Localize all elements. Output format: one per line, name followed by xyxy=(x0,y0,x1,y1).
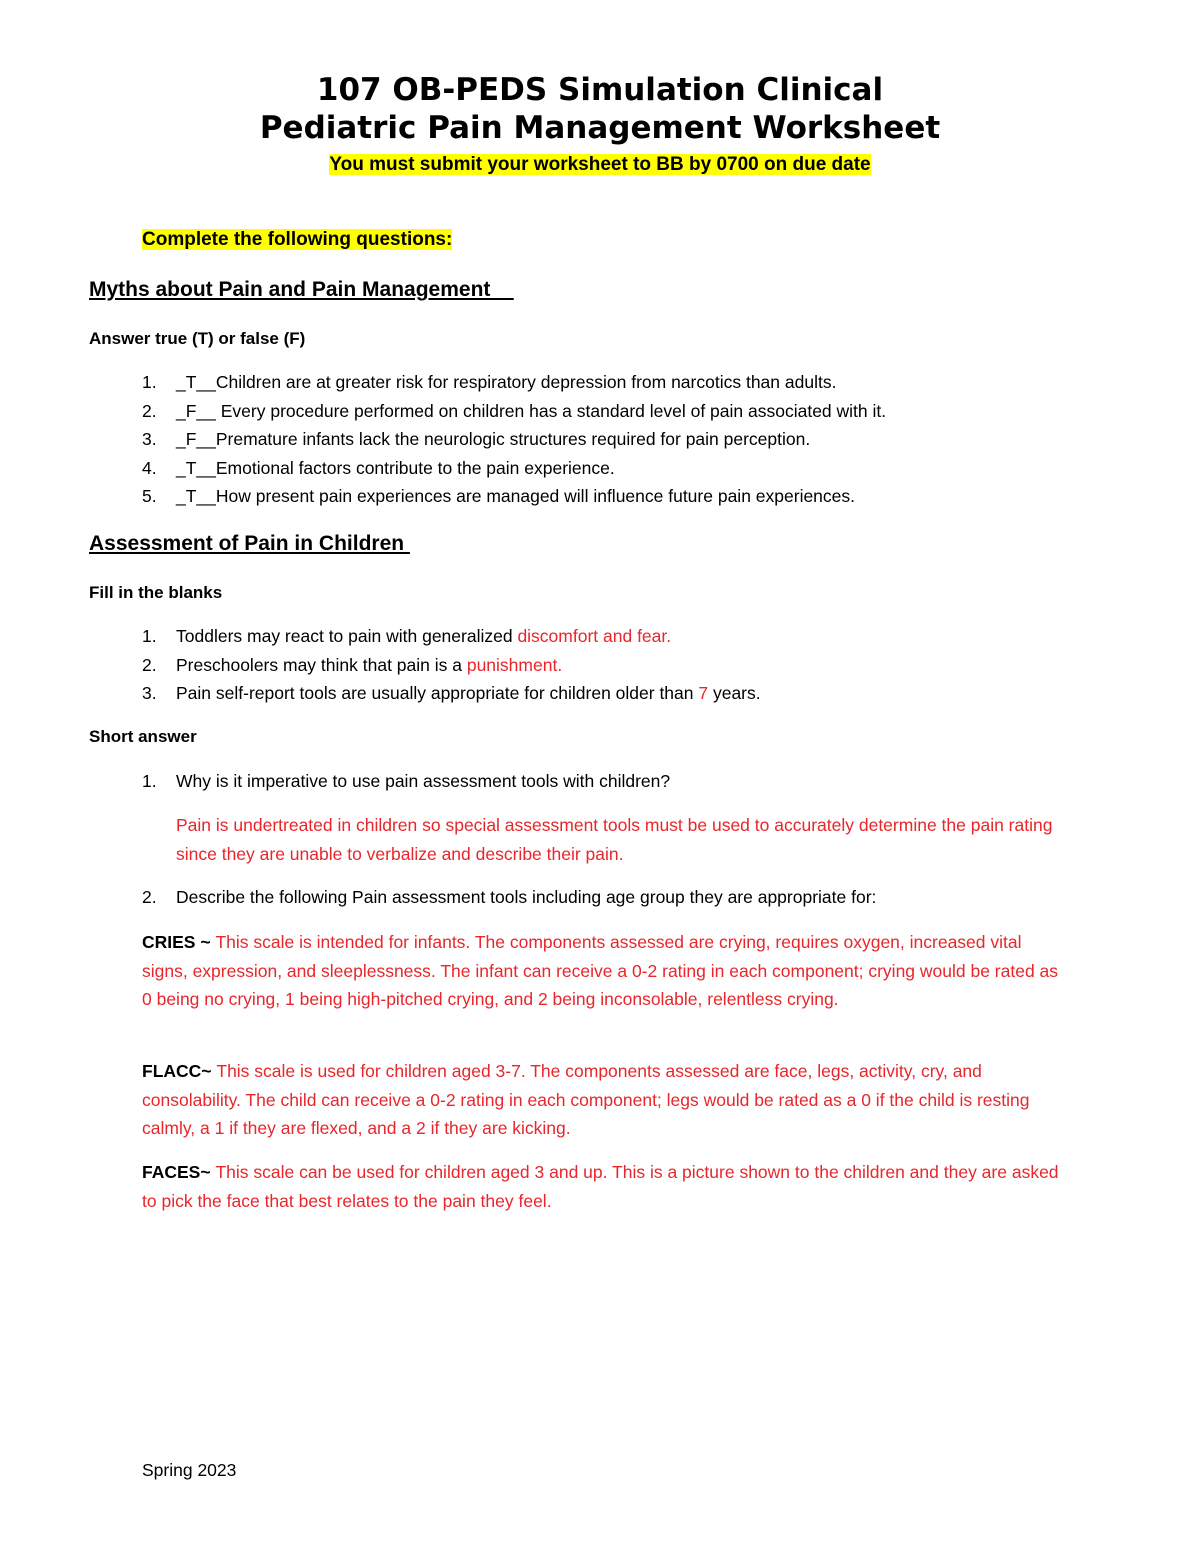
list-item: 3. Pain self-report tools are usually appropriate for children older than 7 years. xyxy=(142,683,761,703)
myths-heading: Myths about Pain and Pain Management xyxy=(89,278,514,301)
fill-in-subheading: Fill in the blanks xyxy=(89,583,223,602)
list-item: 2. _F__ Every procedure performed on children has a standard level of pain associated with it. xyxy=(142,400,887,421)
title-line-2: Pediatric Pain Management Worksheet xyxy=(259,110,941,146)
instruction xyxy=(142,227,452,253)
cries-label: CRIES ~ xyxy=(142,932,216,952)
true-false-subheading: Answer true (T) or false (F) xyxy=(89,329,306,348)
short-answer-q1 xyxy=(142,767,670,796)
faces-description: FACES~ This scale can be used for children aged 3 and up. This is a picture shown to the children and they are asked to pick the face that best relates to the pain they feel. xyxy=(142,1162,1059,1211)
list-item: 3. _F__Premature infants lack the neurologic structures required for pain perception. xyxy=(142,429,811,449)
fill-in-list xyxy=(142,622,761,708)
list-item: 2. Preschoolers may think that pain is a punishment. xyxy=(142,654,563,675)
assessment-heading: Assessment of Pain in Children xyxy=(89,532,410,555)
submission-notice-text: You must submit your worksheet to BB by 0700 on due date xyxy=(329,154,871,175)
answer-text: punishment. xyxy=(466,654,563,675)
submission-notice xyxy=(0,152,1200,178)
short-answer-q2 xyxy=(142,883,876,912)
faces-label: FACES~ xyxy=(142,1162,216,1182)
flacc-description: FLACC~ This scale is used for children aged 3-7. The components assessed are face, legs, activity, cry, and consolability. The child can receive a 0-2 rating in each component; legs would be rated as a 0 if the child is resting calmly, a 1 if they are flexed, and a 2 if they are kicking. xyxy=(142,1061,1030,1138)
list-item: 5. _T__How present pain experiences are managed will influence future pain experiences. xyxy=(142,486,856,506)
answer-text: discomfort and fear. xyxy=(517,626,672,646)
short-answer-subheading: Short answer xyxy=(89,727,197,746)
list-item: 1. Toddlers may react to pain with generalized discomfort and fear. xyxy=(142,626,672,646)
list-item: 1. Why is it imperative to use pain assessment tools with children? xyxy=(142,771,671,791)
q1-answer: Pain is undertreated in children so special assessment tools must be used to accurately determine the pain rating since they are unable to verbalize and describe their pain. xyxy=(176,815,1053,864)
flacc-label: FLACC~ xyxy=(142,1061,217,1081)
list-item: 1. _T__Children are at greater risk for respiratory depression from narcotics than adults. xyxy=(142,372,837,392)
footer-term: Spring 2023 xyxy=(142,1460,237,1480)
myths-list xyxy=(142,368,886,511)
cries-description: CRIES ~ This scale is intended for infants. The components assessed are crying, requires oxygen, increased vital signs, expression, and sleeplessness. The infant can receive a 0-2 rating in each component; crying would be rated as 0 being no crying, 1 being high-pitched crying, and 2 being inconsolable, relentless crying. xyxy=(142,932,1059,1009)
instruction-text: Complete the following questions: xyxy=(142,229,453,250)
answer-text: 7 xyxy=(698,683,709,703)
list-item: 2. Describe the following Pain assessment tools including age group they are appropriate for: xyxy=(142,887,877,907)
list-item: 4. _T__Emotional factors contribute to the pain experience. xyxy=(142,457,615,478)
title-line-1: 107 OB-PEDS Simulation Clinical xyxy=(316,72,884,108)
